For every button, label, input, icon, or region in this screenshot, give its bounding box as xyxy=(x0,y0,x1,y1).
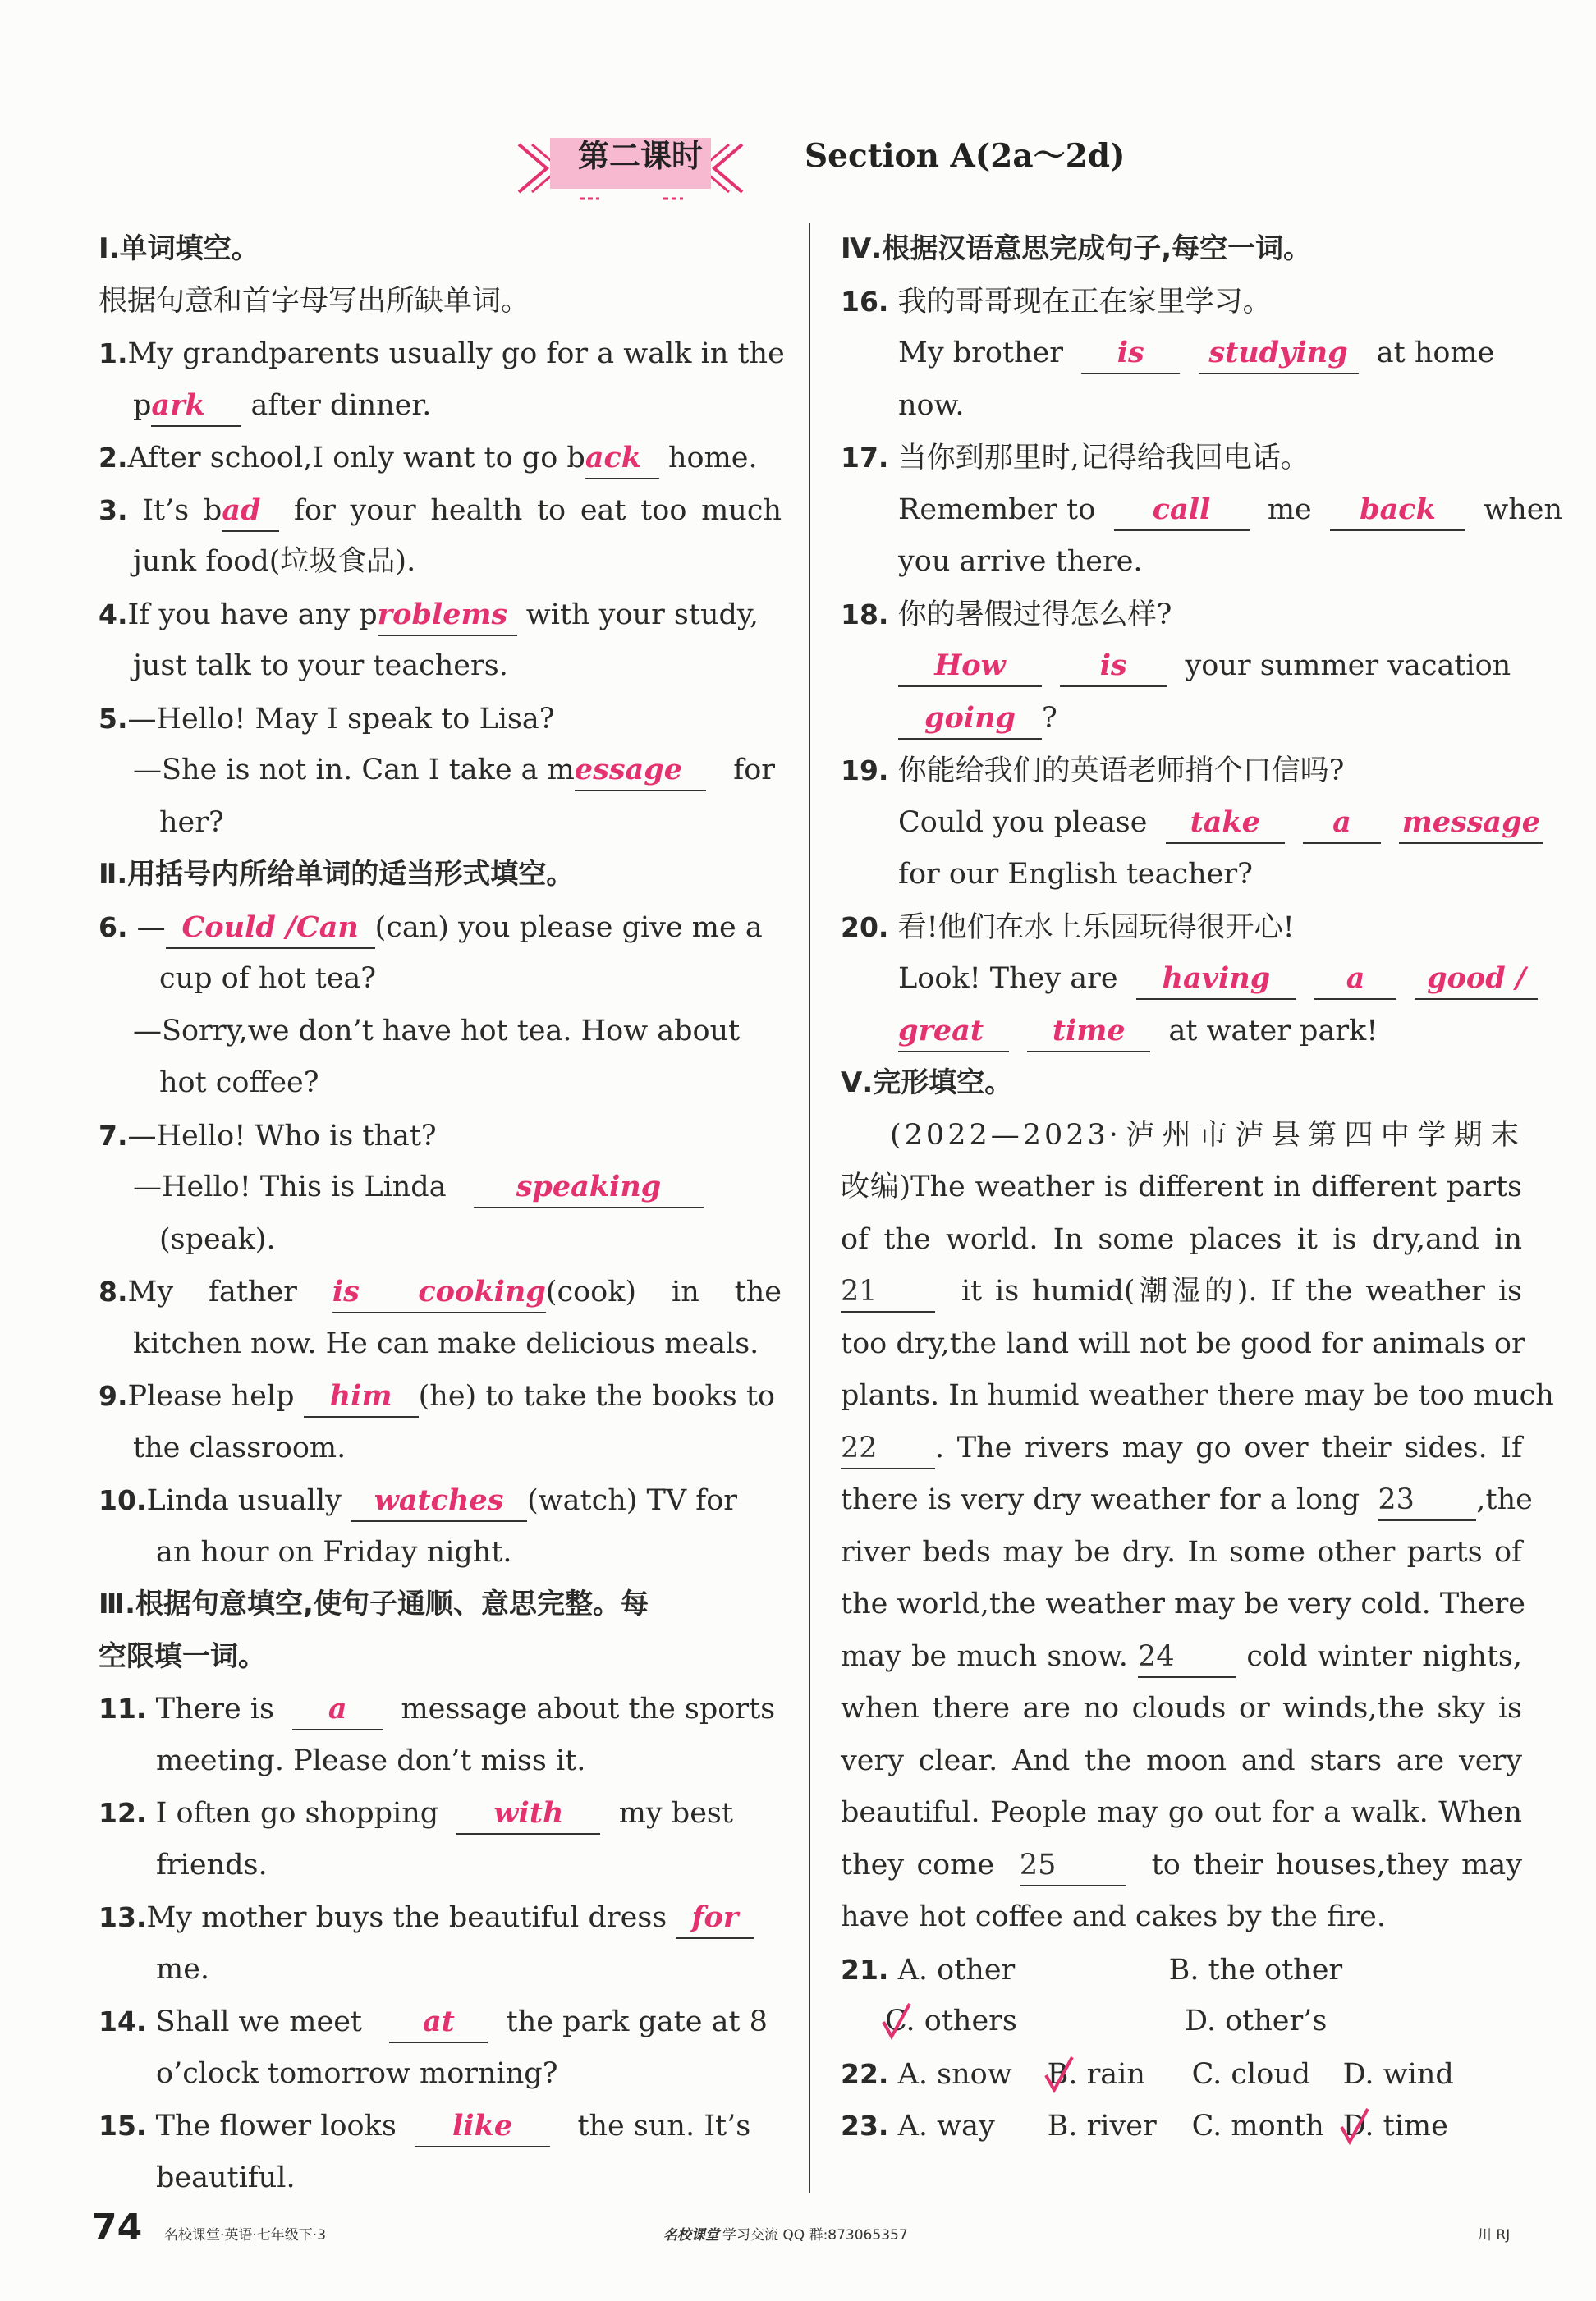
question-text: the park gate at 8 xyxy=(506,2005,768,2038)
answer-blank[interactable]: is xyxy=(1081,333,1180,374)
answer-blank[interactable]: great xyxy=(898,1011,1009,1052)
question-11 xyxy=(99,1683,782,1735)
question-number: 2. xyxy=(99,442,128,474)
answer-blank[interactable]: having xyxy=(1136,959,1296,1000)
question-6-reply: —Sorry,we don’t have hot tea. How about xyxy=(133,1014,741,1047)
question-text: —Hello! This is Linda xyxy=(133,1171,447,1203)
question-text: My father xyxy=(127,1276,297,1309)
answer-blank[interactable]: with xyxy=(456,1794,600,1835)
answer-blank[interactable]: ack xyxy=(585,438,659,479)
question-number: 6. xyxy=(99,910,128,943)
question-8 xyxy=(99,1266,782,1318)
answer-blank[interactable]: How xyxy=(898,646,1042,687)
question-text: Could you please xyxy=(898,805,1148,839)
question-text: p xyxy=(133,388,152,422)
answer-blank[interactable]: call xyxy=(1114,490,1250,531)
question-text: Linda usually xyxy=(146,1484,342,1517)
question-20-cont xyxy=(841,1006,1522,1058)
answer-blank[interactable]: is xyxy=(1060,646,1167,687)
question-text: home. xyxy=(667,442,758,474)
answer-blank[interactable]: ad xyxy=(222,491,279,532)
question-text: when xyxy=(1484,493,1563,526)
question-19 xyxy=(841,745,1522,797)
question-number: 4. xyxy=(99,598,128,630)
question-2 xyxy=(99,432,782,484)
question-1-cont xyxy=(99,380,782,433)
part2-heading: Ⅱ.用括号内所给单词的适当形式填空。 xyxy=(99,858,575,891)
question-number: 17. xyxy=(841,442,889,474)
question-14 xyxy=(99,1996,782,2048)
question-16-cont: now. xyxy=(898,388,965,422)
question-18 xyxy=(841,589,1522,641)
question-number: 19. xyxy=(841,754,889,786)
question-number: 7. xyxy=(99,1119,128,1152)
question-19-cont: for our English teacher? xyxy=(898,858,1253,891)
question-22 xyxy=(841,2048,1522,2101)
question-text: for your health to eat too much xyxy=(294,493,782,527)
question-9 xyxy=(99,1370,782,1423)
answer-blank[interactable]: a xyxy=(292,1689,383,1730)
question-6-cont2: hot coffee? xyxy=(159,1066,319,1099)
question-text: (he) to take the books to xyxy=(418,1380,775,1413)
question-text: for xyxy=(733,754,776,786)
question-11-cont: meeting. Please don’t miss it. xyxy=(156,1744,586,1777)
right-column xyxy=(841,223,1563,2152)
answer-blank[interactable]: message xyxy=(1399,803,1543,844)
question-13-cont: me. xyxy=(156,1952,210,1986)
answer-blank[interactable]: at xyxy=(389,2002,488,2043)
question-10 xyxy=(99,1474,782,1527)
question-17-answer-line xyxy=(841,484,1563,537)
question-text: 你的暑假过得怎么样? xyxy=(897,598,1172,631)
question-4 xyxy=(99,589,782,641)
question-number: 3. xyxy=(99,493,128,526)
page-number: 74 xyxy=(92,2207,143,2248)
passage-line: the world,the weather may be very cold. There xyxy=(841,1588,1525,1620)
question-number: 11. xyxy=(99,1693,147,1725)
option-a[interactable]: A. snow xyxy=(897,2057,1012,2091)
question-number: 10. xyxy=(99,1484,147,1516)
question-number: 13. xyxy=(99,1901,147,1933)
part4-heading: Ⅳ.根据汉语意思完成句子,每空一词。 xyxy=(841,232,1312,265)
option-text: B. rain xyxy=(1047,2057,1145,2091)
cloze-blank-22[interactable]: 22 xyxy=(841,1428,935,1469)
column-divider xyxy=(809,223,810,2193)
cloze-blank-25[interactable]: 25 xyxy=(1020,1845,1126,1886)
passage-text: to their houses,they may xyxy=(1151,1848,1522,1882)
answer-blank[interactable]: time xyxy=(1027,1011,1150,1052)
answer-blank[interactable]: roblems xyxy=(378,595,517,636)
question-15 xyxy=(99,2100,782,2152)
question-17-cont: you arrive there. xyxy=(898,545,1143,578)
question-text: 我的哥哥现在正在家里学习。 xyxy=(897,285,1272,319)
question-text: (can) you please give me a xyxy=(374,910,763,944)
question-7-reply xyxy=(99,1162,782,1214)
option-d-selected[interactable] xyxy=(1343,2101,1448,2153)
question-text: There is xyxy=(155,1693,274,1726)
question-text: 看!他们在水上乐园玩得很开心! xyxy=(897,910,1295,944)
section-title: Section A(2a～2d) xyxy=(805,137,1126,175)
option-a[interactable]: A. other xyxy=(897,1953,1016,1987)
question-5 xyxy=(99,693,782,745)
answer-blank[interactable]: Could /Can xyxy=(166,908,375,949)
option-b[interactable]: B. the other xyxy=(1168,1953,1343,1987)
answer-blank[interactable]: is cooking xyxy=(332,1272,546,1313)
option-c[interactable]: C. month xyxy=(1191,2110,1324,2143)
question-15-cont: beautiful. xyxy=(156,2161,296,2194)
brand-logo: 名校课堂 xyxy=(663,2227,719,2244)
passage-text: it is humid(潮湿的). If the weather is xyxy=(961,1275,1522,1308)
passage-text: they come xyxy=(841,1848,995,1882)
question-number: 9. xyxy=(99,1380,128,1412)
question-number: 15. xyxy=(99,2110,147,2142)
passage-line: (2022—2023·泸州市泸县第四中学期末 xyxy=(890,1118,1522,1152)
question-text: ? xyxy=(1042,701,1057,735)
answer-blank[interactable]: back xyxy=(1330,490,1465,531)
option-d[interactable]: D. other’s xyxy=(1185,2005,1328,2037)
answer-blank[interactable]: essage xyxy=(575,750,706,791)
left-column xyxy=(99,223,785,2204)
question-text: (cook) in the xyxy=(545,1276,782,1309)
passage-text: ,the xyxy=(1476,1483,1533,1516)
check-mark-icon xyxy=(1338,2106,1371,2147)
question-12 xyxy=(99,1787,782,1840)
question-9-cont: the classroom. xyxy=(133,1431,346,1464)
passage-line: 改编)The weather is different in different parts xyxy=(841,1171,1522,1203)
answer-blank[interactable]: ark xyxy=(151,386,241,427)
question-text: If you have any p xyxy=(127,598,378,631)
passage-line: beautiful. People may go out for a walk. When xyxy=(841,1796,1522,1829)
question-5-cont: her? xyxy=(159,805,224,839)
passage-line: river beds may be dry. In some other parts of xyxy=(841,1535,1522,1569)
passage-line: of the world. In some places it is dry,and in xyxy=(841,1222,1522,1256)
question-text: My brother xyxy=(898,337,1063,369)
option-text: C. others xyxy=(885,2005,1017,2037)
question-number: 20. xyxy=(841,910,889,943)
question-18-cont xyxy=(841,693,1522,745)
question-text: my best xyxy=(618,1797,733,1830)
edition-mark: 川 RJ xyxy=(1478,2227,1511,2244)
question-text: Look! They are xyxy=(898,962,1118,995)
passage-text: cold winter nights, xyxy=(1246,1639,1523,1673)
passage-line: when there are no clouds or winds,the sky is xyxy=(841,1692,1522,1725)
question-number: 8. xyxy=(99,1276,128,1308)
question-text: — xyxy=(136,910,166,944)
part1-instruction: 根据句意和首字母写出所缺单词。 xyxy=(99,284,530,318)
question-number: 14. xyxy=(99,2005,147,2037)
answer-blank[interactable]: studying xyxy=(1199,333,1359,374)
question-20-answer-line xyxy=(841,953,1526,1006)
part3-heading-cont: 空限填一词。 xyxy=(99,1639,266,1673)
question-number: 16. xyxy=(841,285,889,318)
check-mark-icon xyxy=(1043,2054,1075,2095)
question-text: Shall we meet xyxy=(155,2005,362,2038)
question-text: (watch) TV for xyxy=(527,1484,738,1517)
answer-blank[interactable]: him xyxy=(304,1377,419,1418)
passage-line: too dry,the land will not be good for animals or xyxy=(841,1327,1525,1360)
book-title: 名校课堂·英语·七年级下·3 xyxy=(164,2227,327,2244)
lesson-label: 第二课时 xyxy=(577,138,703,174)
question-text: My mother buys the beautiful dress xyxy=(146,1901,667,1934)
answer-blank[interactable]: going xyxy=(898,699,1042,740)
option-a[interactable]: A. way xyxy=(897,2110,995,2143)
qq-group: 学习交流 QQ 群:873065357 xyxy=(722,2227,908,2244)
question-number: 23. xyxy=(841,2110,889,2142)
option-c[interactable]: C. cloud xyxy=(1191,2057,1311,2091)
question-number: 21. xyxy=(841,1953,889,1986)
check-mark-icon xyxy=(880,2001,913,2042)
question-6-cont: cup of hot tea? xyxy=(159,962,377,995)
question-19-answer-line xyxy=(841,797,1540,850)
passage-line: have hot coffee and cakes by the fire. xyxy=(841,1900,1386,1933)
question-text: your summer vacation xyxy=(1185,649,1511,682)
answer-blank[interactable]: for xyxy=(676,1898,754,1939)
question-text: I often go shopping xyxy=(155,1797,439,1830)
question-text: —Hello! May I speak to Lisa? xyxy=(127,702,555,736)
passage-line xyxy=(841,1266,1522,1318)
passage-line xyxy=(841,1423,1522,1475)
question-number: 1. xyxy=(99,337,128,369)
question-23 xyxy=(841,2100,1522,2152)
question-8-cont: kitchen now. He can make delicious meals. xyxy=(133,1327,759,1360)
answer-blank[interactable]: a xyxy=(1303,803,1381,844)
page-footer xyxy=(0,2207,1596,2256)
question-text: My grandparents usually go for a walk in the xyxy=(127,337,785,370)
question-text: 当你到那里时,记得给我回电话。 xyxy=(897,442,1309,474)
question-text: —Hello! Who is that? xyxy=(127,1119,437,1153)
question-13 xyxy=(99,1891,782,1944)
option-b-selected[interactable] xyxy=(1048,2049,1192,2102)
question-21 xyxy=(841,1944,1522,1996)
answer-blank[interactable]: speaking xyxy=(474,1167,704,1208)
passage-line xyxy=(841,1840,1522,1892)
question-21-cont xyxy=(841,1996,1522,2048)
question-7 xyxy=(99,1110,782,1162)
answer-blank[interactable]: watches xyxy=(351,1481,527,1522)
question-text: message about the sports xyxy=(401,1693,776,1726)
part3-heading: Ⅲ.根据句意填空,使句子通顺、意思完整。每 xyxy=(99,1588,649,1620)
question-20 xyxy=(841,901,1522,954)
option-b[interactable]: B. river xyxy=(1047,2110,1157,2143)
answer-blank[interactable]: a xyxy=(1314,959,1396,1000)
question-5-reply xyxy=(99,745,782,797)
question-text: me xyxy=(1267,493,1312,526)
question-12-cont: friends. xyxy=(156,1848,268,1882)
question-text: Remember to xyxy=(898,493,1096,526)
lesson-header xyxy=(0,123,1596,205)
question-text: It’s b xyxy=(142,493,222,527)
option-d[interactable]: D. wind xyxy=(1342,2057,1454,2091)
question-text: The flower looks xyxy=(155,2110,397,2143)
passage-line xyxy=(841,1631,1522,1684)
question-18-answer-line xyxy=(841,640,1522,693)
question-text: the sun. It’s xyxy=(577,2110,751,2143)
part1-heading: Ⅰ.单词填空。 xyxy=(99,232,259,265)
cloze-blank-23[interactable]: 23 xyxy=(1378,1480,1476,1521)
question-text: with your study, xyxy=(525,598,759,631)
part5-heading: Ⅴ.完形填空。 xyxy=(841,1066,1013,1099)
question-text: after dinner. xyxy=(250,388,432,422)
option-c-selected[interactable] xyxy=(885,1996,1185,2048)
question-number: 18. xyxy=(841,598,889,630)
answer-blank[interactable]: take xyxy=(1166,803,1285,844)
question-1 xyxy=(99,328,785,380)
passage-text: there is very dry weather for a long xyxy=(841,1483,1360,1516)
question-10-cont: an hour on Friday night. xyxy=(156,1535,512,1569)
cloze-blank-24[interactable]: 24 xyxy=(1138,1637,1236,1678)
question-3-cont: junk food(垃圾食品). xyxy=(133,545,416,578)
question-text: 你能给我们的英语老师捎个口信吗? xyxy=(897,754,1345,787)
question-16-answer-line xyxy=(841,328,1522,380)
answer-blank[interactable]: good / xyxy=(1415,959,1538,1000)
question-7-cont: (speak). xyxy=(159,1222,276,1256)
question-text: at water park! xyxy=(1168,1014,1378,1047)
question-17 xyxy=(841,432,1522,484)
passage-text: . The rivers may go over their sides. If xyxy=(935,1431,1522,1464)
cloze-blank-21[interactable]: 21 xyxy=(841,1272,935,1313)
passage-text: may be much snow. xyxy=(841,1639,1128,1673)
question-text: —She is not in. Can I take a m xyxy=(133,754,575,786)
question-16 xyxy=(841,276,1522,328)
option-text: D. time xyxy=(1342,2110,1448,2143)
question-text: Please help xyxy=(127,1380,295,1413)
passage-line: very clear. And the moon and stars are very xyxy=(841,1744,1522,1777)
question-text: at home xyxy=(1376,337,1495,369)
passage-line xyxy=(841,1474,1533,1527)
question-4-cont: just talk to your teachers. xyxy=(133,649,508,682)
question-6 xyxy=(99,901,782,954)
question-number: 5. xyxy=(99,702,128,735)
question-number: 12. xyxy=(99,1797,147,1829)
question-number: 22. xyxy=(841,2057,889,2090)
question-3 xyxy=(99,484,782,537)
answer-blank[interactable]: like xyxy=(415,2106,550,2147)
question-14-cont: o’clock tomorrow morning? xyxy=(156,2056,558,2090)
question-text: After school,I only want to go b xyxy=(127,442,585,474)
passage-line: plants. In humid weather there may be too much xyxy=(841,1379,1554,1412)
